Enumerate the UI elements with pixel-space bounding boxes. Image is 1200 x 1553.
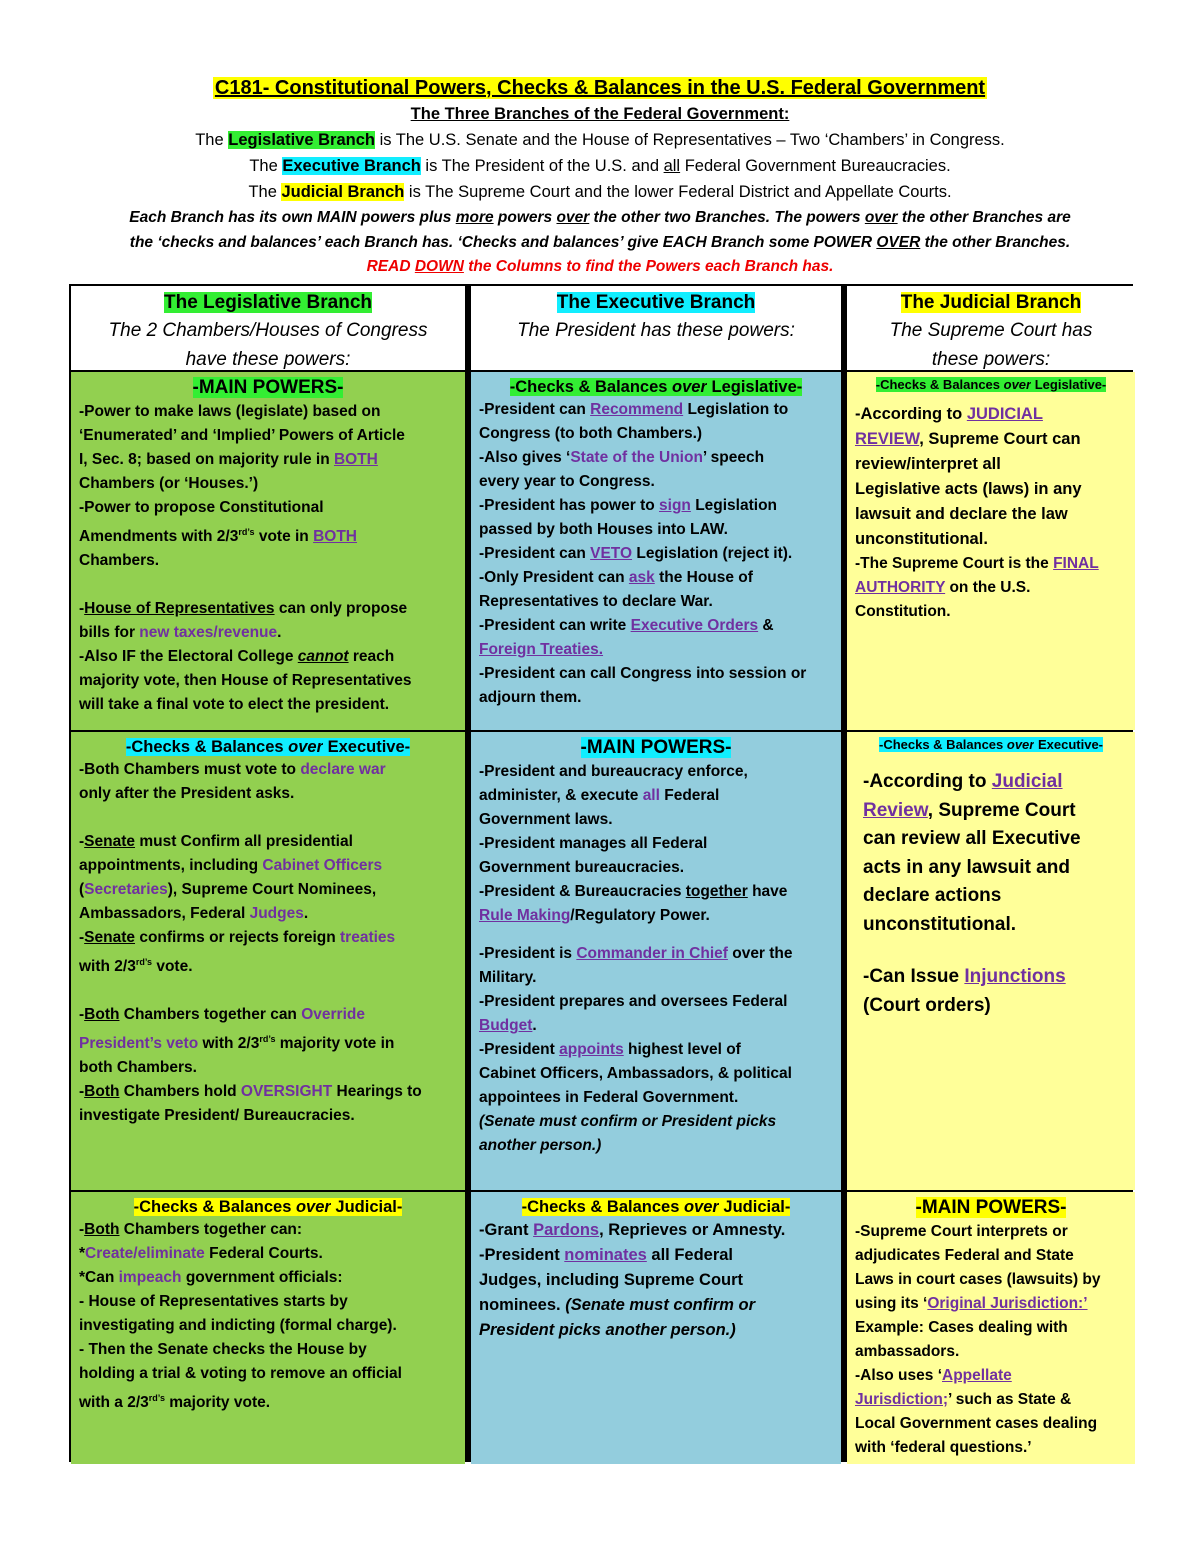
legislative-column-header: The Legislative Branch The 2 Chambers/Houses of Congress have these powers: bbox=[71, 286, 465, 370]
intro-note-1: Each Branch has its own MAIN powers plus more powers over the other two Branches. The powers over the other Branches are bbox=[129, 209, 1071, 226]
executive-definition: The Executive Branch is The President of the U.S. and all Federal Government Bureaucracies. bbox=[249, 157, 951, 175]
legislative-checks-over-executive: -Checks & Balances over Executive- -Both Chambers must vote to declare war only after the President asks. -Senate must Confirm all presidential appointments, including Cabinet Officers (Secretaries), Supreme Court Nominees, Ambassadors, Federal Judges. -Senate confirms or rejects foreign treaties with $2/3^{rd’s}$ vote. -Both Chambers together can Override President’s veto with $2/3^{rd’s}$ majority vote in both Chambers. -Both Chambers hold OVERSIGHT Hearings to investigate President/ Bureaucracies. bbox=[71, 732, 465, 1190]
intro-note-3: READ DOWN the Columns to find the Powers each Branch has. bbox=[366, 258, 834, 275]
page-subtitle: The Three Branches of the Federal Government: bbox=[410, 105, 790, 123]
legislative-main-powers: -MAIN POWERS- -Power to make laws (legislate) based on ‘Enumerated’ and ‘Implied’ Powers of Article I, Sec. 8; based on majority rule in BOTH Chambers (or ‘Houses.’) -Power to propose Constitutional Amendments with $2/3^{rd’s}$ vote in BOTH Chambers. -House of Representatives can only propose bills for new taxes/revenue. -Also IF the Electoral College cannot reach majority vote, then House of Representatives will take a final vote to elect the president. bbox=[71, 372, 465, 730]
legislative-definition: The Legislative Branch is The U.S. Senate and the House of Representatives – Two ‘Chambers’ in Congress. bbox=[195, 131, 1005, 149]
executive-checks-over-legislative: -Checks & Balances over Legislative- -President can Recommend Legislation to Congress (to both Chambers.) -Also gives ‘State of the Union’ speech every year to Congress. -President has power to sign Legislation passed by both Houses into LAW. -President can VETO Legislation (reject it). -Only President can ask the House of Representatives to declare War. -President can write Executive Orders & Foreign Treaties. -President can call Congress into session or adjourn them. bbox=[471, 372, 841, 730]
judicial-checks-over-legislative: -Checks & Balances over Legislative- -According to JUDICIAL REVIEW, Supreme Court can review/interpret all Legislative acts (laws) in any lawsuit and declare the law unconstitutional. -The Supreme Court is the FINAL AUTHORITY on the U.S. Constitution. bbox=[847, 372, 1135, 730]
executive-main-powers: -MAIN POWERS- -President and bureaucracy enforce, administer, & execute all Federal Government laws. -President manages all Federal Government bureaucracies. -President & Bureaucracies together have Rule Making/Regulatory Power. -President is Commander in Chief over the Military. -President prepares and oversees Federal Budget. -President appoints highest level of Cabinet Officers, Ambassadors, & political appointees in Federal Government. (Senate must confirm or President picks another person.) bbox=[471, 732, 841, 1190]
judicial-checks-over-executive: -Checks & Balances over Executive- -According to Judicial Review, Supreme Court can review all Executive acts in any lawsuit and declare actions unconstitutional. -Can Issue Injunctions (Court orders) bbox=[847, 732, 1135, 1190]
page-title: C181- Constitutional Powers, Checks & Balances in the U.S. Federal Government bbox=[214, 77, 986, 99]
executive-checks-over-judicial: -Checks & Balances over Judicial- -Grant Pardons, Reprieves or Amnesty. -President nominates all Federal Judges, including Supreme Court nominees. (Senate must confirm or President picks another person.) bbox=[471, 1192, 841, 1464]
executive-column-header: The Executive Branch The President has these powers: bbox=[471, 286, 841, 370]
branches-table bbox=[69, 284, 1133, 1462]
judicial-definition: The Judicial Branch is The Supreme Court and the lower Federal District and Appellate Courts. bbox=[248, 183, 952, 201]
document-header bbox=[60, 74, 1140, 279]
judicial-main-powers: -MAIN POWERS- -Supreme Court interprets or adjudicates Federal and State Laws in court cases (lawsuits) by using its ‘Original Jurisdiction:’ Example: Cases dealing with ambassadors. -Also uses ‘Appellate Jurisdiction;’ such as State & Local Government cases dealing with ‘federal questions.’ bbox=[847, 1192, 1135, 1464]
judicial-column-header: The Judicial Branch The Supreme Court has these powers: bbox=[847, 286, 1135, 370]
intro-note-2: the ‘checks and balances’ each Branch has. ‘Checks and balances’ give EACH Branch some POWER OVER the other Branches. bbox=[129, 234, 1071, 251]
legislative-checks-over-judicial: -Checks & Balances over Judicial- -Both Chambers together can: *Create/eliminate Federal Courts. *Can impeach government officials: - House of Representatives starts by investigating and indicting (formal charge). - Then the Senate checks the House by holding a trial & voting to remove an official with a $2/3^{rd’s}$ majority vote. bbox=[71, 1192, 465, 1464]
